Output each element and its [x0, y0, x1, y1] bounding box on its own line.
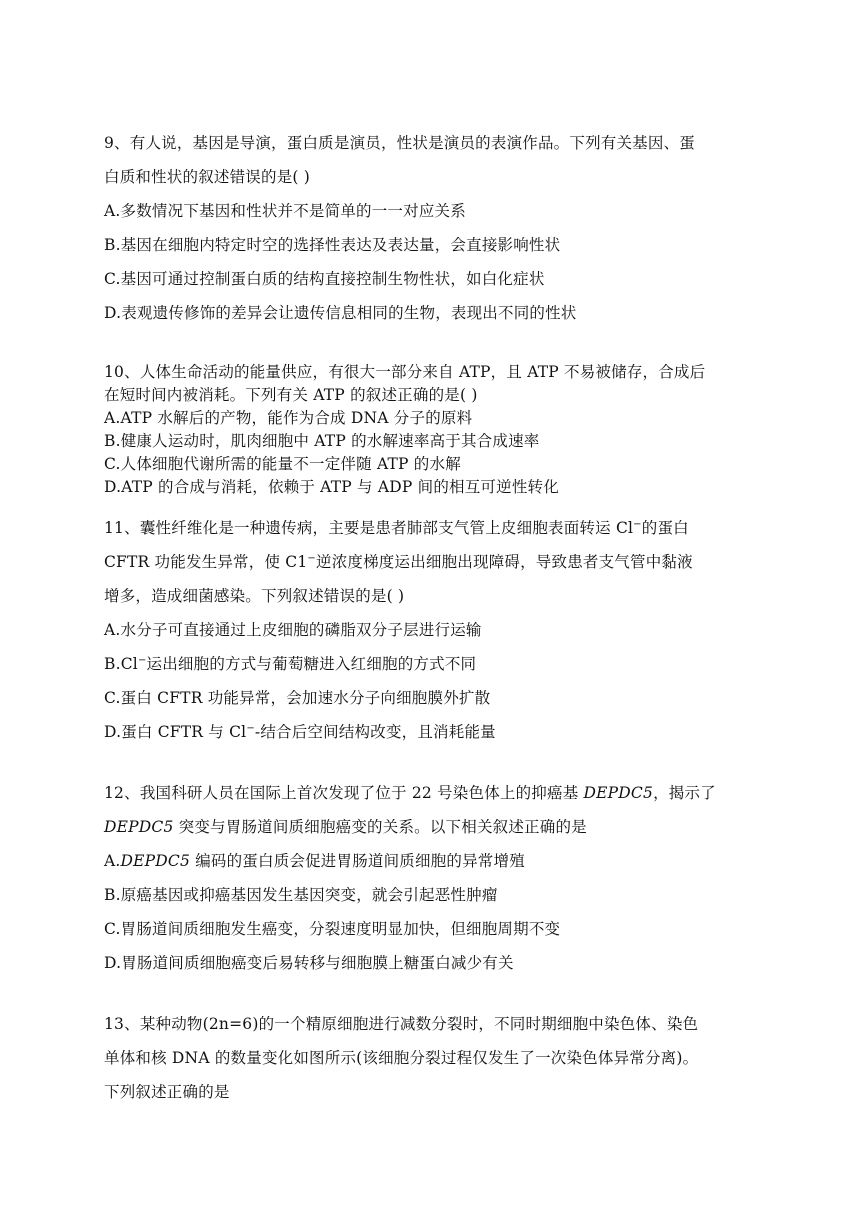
q9-option-d: D.表观遗传修饰的差异会让遗传信息相同的生物，表现出不同的性状 — [104, 304, 577, 322]
q12-option-a-text: 编码的蛋白质会促进胃肠道间质细胞的异常增殖 — [190, 852, 525, 870]
q12-option-d: D.胃肠道间质细胞癌变后易转移与细胞膜上糖蛋白减少有关 — [104, 954, 514, 972]
q12-stem-line-2 — [104, 817, 587, 837]
q11-stem-line-1-tail: 的蛋白 — [641, 519, 689, 537]
q11-option-b-tail: 运出细胞的方式与葡萄糖进入红细胞的方式不同 — [146, 655, 477, 673]
q11-stem-line-3: 增多，造成细菌感染。下列叙述错误的是( ) — [104, 587, 405, 605]
q13-stem-line-3: 下列叙述正确的是 — [104, 1083, 230, 1101]
q11-option-c: C.蛋白 CFTR 功能异常，会加速水分子向细胞膜外扩散 — [104, 689, 491, 707]
q11-stem-line-2 — [104, 552, 693, 572]
q12-stem-line-1-text: 12、我国科研人员在国际上首次发现了位于 22 号染色体上的抑癌基 — [104, 784, 584, 802]
q13-stem-line-2: 单体和核 DNA 的数量变化如图所示(该细胞分裂过程仅发生了一次染色体异常分离)。 — [104, 1049, 699, 1067]
q10-option-b: B.健康人运动时，肌肉细胞中 ATP 的水解速率高于其合成速率 — [104, 432, 540, 450]
q9-option-b: B.基因在细胞内特定时空的选择性表达及表达量，会直接影响性状 — [104, 236, 561, 254]
q11-option-d-tail: -结合后空间结构改变，且消耗能量 — [254, 723, 496, 741]
q10-option-a: A.ATP 水解后的产物，能作为合成 DNA 分子的原料 — [104, 409, 473, 427]
q10-stem-line-2: 在短时间内被消耗。下列有关 ATP 的叙述正确的是( ) — [104, 386, 478, 404]
q11-option-d — [104, 722, 496, 742]
q12-stem-line-1 — [104, 783, 716, 803]
q12-option-b: B.原癌基因或抑癌基因发生基因突变，就会引起恶性肿瘤 — [104, 886, 498, 904]
superscript-minus: − — [137, 654, 147, 666]
q11-stem-line-2-text: CFTR 功能发生异常，使 C1 — [104, 553, 308, 571]
q12-option-c: C.胃肠道间质细胞发生癌变，分裂速度明显加快，但细胞周期不变 — [104, 920, 561, 938]
q11-option-a: A.水分子可直接通过上皮细胞的磷脂双分子层进行运输 — [104, 621, 482, 639]
q11-option-b — [104, 654, 476, 674]
q12-stem-line-2-text: 突变与胃肠道间质细胞癌变的关系。以下相关叙述正确的是 — [173, 818, 587, 836]
q11-option-b-text: B.Cl — [104, 655, 138, 673]
q12-stem-line-1-tail: ，揭示了 — [653, 784, 716, 802]
superscript-minus: − — [307, 552, 316, 564]
q10-stem-line-1: 10、人体生命活动的能量供应，有很大一部分来自 ATP，且 ATP 不易被储存，合成后 — [104, 363, 706, 381]
q13-stem-line-1: 13、某种动物(2n=6)的一个精原细胞进行减数分裂时，不同时期细胞中染色体、染色 — [104, 1015, 699, 1033]
q10-option-d: D.ATP 的合成与消耗，依赖于 ATP 与 ADP 间的相互可逆性转化 — [104, 478, 559, 496]
q11-stem-line-1-text: 11、囊性纤维化是一种遗传病，主要是患者肺部支气管上皮细胞表面转运 Cl — [104, 519, 634, 537]
q11-stem-line-1 — [104, 518, 689, 538]
gene-name-italic: DEPDC5 — [104, 818, 174, 836]
q11-option-d-text: D.蛋白 CFTR 与 Cl — [104, 723, 247, 741]
q12-option-a-prefix: A. — [104, 852, 121, 870]
q12-option-a — [104, 851, 525, 871]
gene-name-italic: DEPDC5 — [583, 784, 654, 802]
q9-option-a: A.多数情况下基因和性状并不是简单的一一对应关系 — [104, 202, 466, 220]
superscript-minus: − — [246, 722, 255, 734]
q10-option-c: C.人体细胞代谢所需的能量不一定伴随 ATP 的水解 — [104, 455, 461, 473]
q9-option-c: C.基因可通过控制蛋白质的结构直接控制生物性状，如白化症状 — [104, 270, 545, 288]
superscript-minus: − — [633, 518, 642, 530]
q9-stem-line-1: 9、有人说，基因是导演，蛋白质是演员，性状是演员的表演作品。下列有关基因、蛋 — [104, 134, 695, 152]
q11-stem-line-2-tail: 逆浓度梯度运出细胞出现障碍，导致患者支气管中黏液 — [316, 553, 693, 571]
q9-stem-line-2: 白质和性状的叙述错误的是( ) — [104, 168, 311, 186]
gene-name-italic: DEPDC5 — [120, 852, 191, 870]
